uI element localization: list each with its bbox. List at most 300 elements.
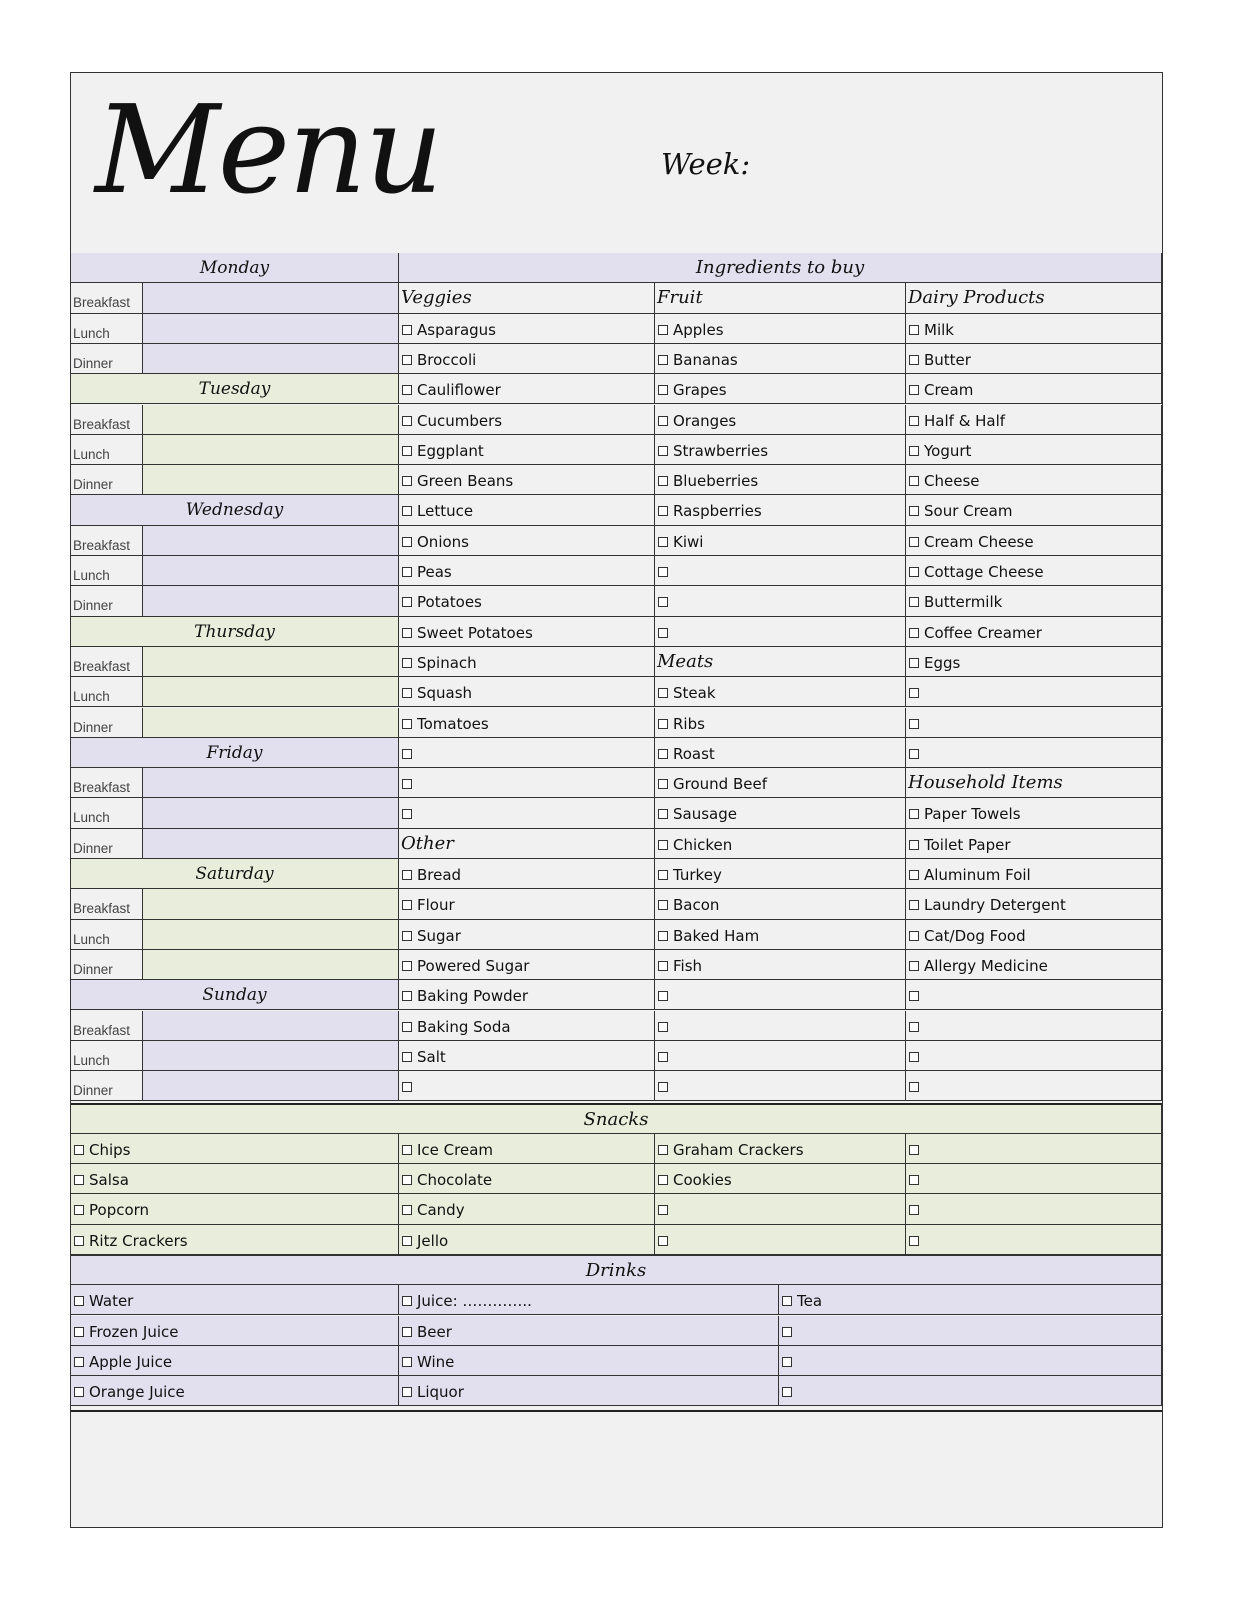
meal-entry-field[interactable]	[143, 405, 399, 435]
checkbox-icon[interactable]	[658, 355, 668, 365]
snack-item[interactable]	[71, 1164, 399, 1194]
meal-label-text: Lunch	[73, 689, 110, 705]
meal-entry-field[interactable]	[143, 586, 399, 616]
checkbox-icon[interactable]	[909, 628, 919, 638]
ingredient-item[interactable]	[906, 647, 1162, 677]
category-name: Veggies	[401, 287, 472, 309]
snack-name: Jello	[417, 1231, 449, 1250]
checkbox-icon[interactable]	[909, 1175, 919, 1185]
ingredient-item[interactable]	[655, 829, 906, 859]
checkbox-icon[interactable]	[909, 809, 919, 819]
meal-label-text: Breakfast	[73, 416, 131, 432]
checkbox-icon[interactable]	[402, 1052, 412, 1062]
checkbox-icon[interactable]	[402, 991, 412, 1001]
checkbox-icon[interactable]	[402, 1236, 412, 1246]
ingredient-item[interactable]	[906, 405, 1162, 435]
checkbox-icon[interactable]	[658, 749, 668, 759]
ingredient-item[interactable]	[399, 980, 655, 1010]
day-name: Friday	[206, 742, 263, 763]
checkbox-icon[interactable]	[909, 446, 919, 456]
checkbox-icon[interactable]	[402, 961, 412, 971]
meal-label	[71, 314, 143, 344]
checkbox-icon[interactable]	[402, 1082, 412, 1092]
drink-name: Orange Juice	[89, 1383, 185, 1402]
checkbox-icon[interactable]	[909, 506, 919, 516]
ingredient-item[interactable]	[655, 677, 906, 707]
checkbox-icon[interactable]	[909, 991, 919, 1001]
meal-entry-field[interactable]	[143, 829, 399, 859]
ingredient-item[interactable]	[906, 374, 1162, 404]
ingredient-item[interactable]	[399, 435, 655, 465]
ingredient-name: Baking Soda	[417, 1017, 511, 1036]
drink-item[interactable]	[71, 1346, 399, 1376]
meal-label	[71, 556, 143, 586]
checkbox-icon[interactable]	[909, 1236, 919, 1246]
ingredient-item[interactable]	[906, 980, 1162, 1010]
ingredient-item[interactable]	[655, 526, 906, 556]
checkbox-icon[interactable]	[402, 1205, 412, 1215]
ingredient-name: Chicken	[673, 835, 733, 854]
checkbox-icon[interactable]	[658, 476, 668, 486]
ingredient-item[interactable]	[906, 465, 1162, 495]
ingredient-item[interactable]	[906, 314, 1162, 344]
drink-item[interactable]	[779, 1376, 1162, 1406]
ingredient-item[interactable]	[906, 708, 1162, 738]
ingredient-item[interactable]	[655, 1041, 906, 1071]
checkbox-icon[interactable]	[402, 779, 412, 789]
checkbox-icon[interactable]	[658, 779, 668, 789]
checkbox-icon[interactable]	[74, 1175, 84, 1185]
checkbox-icon[interactable]	[74, 1145, 84, 1155]
ingredient-name: Squash	[417, 684, 473, 703]
snack-item[interactable]	[906, 1194, 1162, 1224]
meal-label-text: Breakfast	[73, 295, 131, 311]
checkbox-icon[interactable]	[658, 719, 668, 729]
checkbox-icon[interactable]	[402, 506, 412, 516]
day-header	[71, 980, 399, 1010]
ingredient-item[interactable]	[399, 950, 655, 980]
checkbox-icon[interactable]	[658, 1236, 668, 1246]
checkbox-icon[interactable]	[402, 446, 412, 456]
checkbox-icon[interactable]	[658, 537, 668, 547]
checkbox-icon[interactable]	[909, 416, 919, 426]
checkbox-icon[interactable]	[658, 385, 668, 395]
ingredient-category-header	[399, 283, 655, 313]
snack-item[interactable]	[399, 1225, 655, 1255]
ingredient-item[interactable]	[655, 950, 906, 980]
ingredient-name: Half & Half	[924, 411, 1006, 430]
meal-label	[71, 526, 143, 556]
ingredient-name: Asparagus	[417, 320, 496, 339]
meal-entry-field[interactable]	[143, 889, 399, 919]
meal-entry-field[interactable]	[143, 526, 399, 556]
checkbox-icon[interactable]	[909, 1205, 919, 1215]
checkbox-icon[interactable]	[782, 1357, 792, 1367]
checkbox-icon[interactable]	[658, 991, 668, 1001]
ingredient-name: Grapes	[673, 381, 727, 400]
checkbox-icon[interactable]	[909, 749, 919, 759]
ingredient-item[interactable]	[906, 556, 1162, 586]
drink-item[interactable]	[71, 1316, 399, 1346]
meal-entry-field[interactable]	[143, 1041, 399, 1071]
ingredient-item[interactable]	[655, 738, 906, 768]
ingredients-title-text: Ingredients to buy	[695, 257, 865, 278]
ingredient-item[interactable]	[906, 1071, 1162, 1101]
ingredient-name: Potatoes	[417, 593, 482, 612]
checkbox-icon[interactable]	[909, 719, 919, 729]
ingredient-item[interactable]	[399, 405, 655, 435]
checkbox-icon[interactable]	[402, 809, 412, 819]
ingredient-item[interactable]	[399, 617, 655, 647]
ingredient-item[interactable]	[906, 495, 1162, 525]
ingredient-item[interactable]	[906, 617, 1162, 647]
ingredient-item[interactable]	[399, 889, 655, 919]
ingredient-item[interactable]	[399, 314, 655, 344]
ingredient-item[interactable]	[906, 829, 1162, 859]
checkbox-icon[interactable]	[909, 476, 919, 486]
snacks-title	[71, 1103, 1162, 1133]
drink-name: Liquor	[417, 1383, 464, 1402]
meal-entry-field[interactable]	[143, 798, 399, 828]
checkbox-icon[interactable]	[402, 355, 412, 365]
ingredient-item[interactable]	[399, 374, 655, 404]
ingredient-name: Green Beans	[417, 472, 514, 491]
meal-entry-field[interactable]	[143, 950, 399, 980]
ingredient-name: Flour	[417, 896, 455, 915]
checkbox-icon[interactable]	[909, 1145, 919, 1155]
ingredient-item[interactable]	[655, 344, 906, 374]
checkbox-icon[interactable]	[658, 900, 668, 910]
ingredient-item[interactable]	[399, 1041, 655, 1071]
checkbox-icon[interactable]	[402, 658, 412, 668]
meal-label	[71, 1011, 143, 1041]
ingredient-item[interactable]	[655, 1011, 906, 1041]
ingredient-item[interactable]	[399, 738, 655, 768]
checkbox-icon[interactable]	[402, 1387, 412, 1397]
meal-entry-field[interactable]	[143, 465, 399, 495]
meal-entry-field[interactable]	[143, 1071, 399, 1101]
checkbox-icon[interactable]	[909, 537, 919, 547]
checkbox-icon[interactable]	[658, 870, 668, 880]
ingredient-item[interactable]	[906, 677, 1162, 707]
ingredient-item[interactable]	[399, 920, 655, 950]
snack-name: Chocolate	[417, 1171, 493, 1189]
meal-entry-field[interactable]	[143, 435, 399, 465]
checkbox-icon[interactable]	[658, 1082, 668, 1092]
ingredient-item[interactable]	[906, 1041, 1162, 1071]
checkbox-icon[interactable]	[74, 1327, 84, 1337]
checkbox-icon[interactable]	[402, 416, 412, 426]
drinks-title-text: Drinks	[585, 1259, 647, 1281]
checkbox-icon[interactable]	[658, 1175, 668, 1185]
snack-item[interactable]	[655, 1134, 906, 1164]
checkbox-icon[interactable]	[402, 688, 412, 698]
checkbox-icon[interactable]	[658, 567, 668, 577]
meal-entry-field[interactable]	[143, 708, 399, 738]
checkbox-icon[interactable]	[909, 1022, 919, 1032]
ingredient-item[interactable]	[906, 920, 1162, 950]
meal-label	[71, 950, 143, 980]
checkbox-icon[interactable]	[74, 1387, 84, 1397]
ingredient-item[interactable]	[655, 586, 906, 616]
meal-label-text: Dinner	[73, 1083, 113, 1099]
checkbox-icon[interactable]	[909, 567, 919, 577]
meal-label-text: Dinner	[73, 477, 113, 493]
category-name: Household Items	[908, 772, 1063, 794]
checkbox-icon[interactable]	[909, 658, 919, 668]
ingredient-name: Strawberries	[673, 441, 769, 460]
checkbox-icon[interactable]	[658, 1022, 668, 1032]
ingredient-name: Yogurt	[924, 441, 972, 460]
ingredient-item[interactable]	[655, 465, 906, 495]
ingredient-item[interactable]	[655, 374, 906, 404]
ingredient-item[interactable]	[399, 768, 655, 798]
ingredient-name: Baking Powder	[417, 987, 529, 1006]
ingredient-item[interactable]	[655, 405, 906, 435]
ingredient-name: Salt	[417, 1047, 446, 1066]
ingredient-name: Peas	[417, 563, 452, 581]
meal-label-text: Lunch	[73, 931, 110, 947]
snack-item[interactable]	[906, 1134, 1162, 1164]
meal-entry-field[interactable]	[143, 647, 399, 677]
ingredient-name: Roast	[673, 744, 715, 763]
snack-name: Candy	[417, 1201, 465, 1220]
ingredient-item[interactable]	[655, 314, 906, 344]
checkbox-icon[interactable]	[74, 1236, 84, 1246]
snack-item[interactable]	[906, 1164, 1162, 1194]
checkbox-icon[interactable]	[402, 1357, 412, 1367]
checkbox-icon[interactable]	[658, 416, 668, 426]
checkbox-icon[interactable]	[402, 719, 412, 729]
checkbox-icon[interactable]	[909, 900, 919, 910]
checkbox-icon[interactable]	[658, 840, 668, 850]
ingredient-item[interactable]	[655, 556, 906, 586]
drink-item[interactable]	[779, 1316, 1162, 1346]
ingredient-item[interactable]	[655, 980, 906, 1010]
ingredient-name: Buttermilk	[924, 593, 1003, 612]
checkbox-icon[interactable]	[74, 1205, 84, 1215]
meal-entry-field[interactable]	[143, 344, 399, 374]
meal-entry-field[interactable]	[143, 556, 399, 586]
checkbox-icon[interactable]	[658, 325, 668, 335]
checkbox-icon[interactable]	[402, 1022, 412, 1032]
category-name: Fruit	[657, 287, 703, 309]
checkbox-icon[interactable]	[909, 961, 919, 971]
checkbox-icon[interactable]	[782, 1296, 792, 1306]
checkbox-icon[interactable]	[909, 597, 919, 607]
checkbox-icon[interactable]	[402, 537, 412, 547]
ingredient-item[interactable]	[906, 586, 1162, 616]
snack-name: Cookies	[673, 1171, 732, 1189]
meal-label	[71, 586, 143, 616]
ingredient-item[interactable]	[399, 708, 655, 738]
ingredient-item[interactable]	[399, 495, 655, 525]
ingredient-item[interactable]	[399, 859, 655, 889]
checkbox-icon[interactable]	[909, 325, 919, 335]
meal-label	[71, 889, 143, 919]
checkbox-icon[interactable]	[402, 870, 412, 880]
ingredient-item[interactable]	[399, 1071, 655, 1101]
checkbox-icon[interactable]	[402, 1327, 412, 1337]
ingredient-item[interactable]	[655, 708, 906, 738]
meal-label	[71, 1041, 143, 1071]
checkbox-icon[interactable]	[909, 931, 919, 941]
ingredient-item[interactable]	[399, 798, 655, 828]
checkbox-icon[interactable]	[782, 1327, 792, 1337]
ingredient-item[interactable]	[655, 920, 906, 950]
snack-item[interactable]	[399, 1194, 655, 1224]
notes-area	[71, 1410, 1162, 1527]
day-name: Sunday	[202, 985, 267, 1006]
drink-item[interactable]	[71, 1376, 399, 1406]
menu-sheet	[70, 72, 1163, 1528]
ingredient-name: Powered Sugar	[417, 956, 530, 975]
day-name: Tuesday	[198, 379, 271, 400]
ingredient-name: Broccoli	[417, 350, 477, 369]
checkbox-icon[interactable]	[909, 870, 919, 880]
ingredient-name: Bananas	[673, 350, 738, 369]
ingredient-name: Lettuce	[417, 502, 474, 521]
checkbox-icon[interactable]	[909, 1052, 919, 1062]
checkbox-icon[interactable]	[658, 931, 668, 941]
checkbox-icon[interactable]	[402, 325, 412, 335]
snack-item[interactable]	[399, 1164, 655, 1194]
ingredient-item[interactable]	[906, 798, 1162, 828]
ingredient-item[interactable]	[655, 1071, 906, 1101]
snack-item[interactable]	[71, 1225, 399, 1255]
checkbox-icon[interactable]	[74, 1296, 84, 1306]
meal-label	[71, 798, 143, 828]
ingredient-item[interactable]	[655, 768, 906, 798]
checkbox-icon[interactable]	[658, 809, 668, 819]
ingredient-name: Cauliflower	[417, 381, 501, 400]
day-header	[71, 374, 399, 404]
snack-item[interactable]	[655, 1164, 906, 1194]
ingredient-item[interactable]	[399, 344, 655, 374]
snack-item[interactable]	[399, 1134, 655, 1164]
ingredient-name: Allergy Medicine	[924, 956, 1048, 975]
ingredient-item[interactable]	[906, 526, 1162, 556]
checkbox-icon[interactable]	[402, 749, 412, 759]
ingredient-item[interactable]	[906, 344, 1162, 374]
ingredient-item[interactable]	[655, 435, 906, 465]
checkbox-icon[interactable]	[402, 628, 412, 638]
ingredient-name: Cream Cheese	[924, 532, 1034, 551]
ingredient-name: Baked Ham	[673, 926, 760, 945]
checkbox-icon[interactable]	[909, 385, 919, 395]
ingredient-name: Bread	[417, 866, 462, 884]
checkbox-icon[interactable]	[782, 1387, 792, 1397]
ingredient-item[interactable]	[906, 1011, 1162, 1041]
drink-item[interactable]	[779, 1285, 1162, 1315]
ingredient-item[interactable]	[655, 889, 906, 919]
drink-item[interactable]	[779, 1346, 1162, 1376]
drink-item[interactable]	[399, 1316, 779, 1346]
ingredient-item[interactable]	[906, 435, 1162, 465]
ingredient-item[interactable]	[906, 738, 1162, 768]
meal-label-text: Dinner	[73, 719, 113, 735]
checkbox-icon[interactable]	[402, 1175, 412, 1185]
checkbox-icon[interactable]	[909, 1082, 919, 1092]
checkbox-icon[interactable]	[658, 1145, 668, 1155]
day-name: Wednesday	[185, 500, 284, 521]
ingredient-item[interactable]	[655, 859, 906, 889]
ingredient-item[interactable]	[399, 556, 655, 586]
meal-label	[71, 829, 143, 859]
ingredient-item[interactable]	[399, 1011, 655, 1041]
checkbox-icon[interactable]	[402, 385, 412, 395]
drink-item[interactable]	[399, 1285, 779, 1315]
checkbox-icon[interactable]	[658, 688, 668, 698]
checkbox-icon[interactable]	[402, 900, 412, 910]
checkbox-icon[interactable]	[74, 1357, 84, 1367]
meal-entry-field[interactable]	[143, 768, 399, 798]
category-name: Other	[401, 832, 454, 854]
snack-item[interactable]	[655, 1225, 906, 1255]
ingredient-item[interactable]	[399, 586, 655, 616]
ingredient-item[interactable]	[906, 889, 1162, 919]
checkbox-icon[interactable]	[658, 628, 668, 638]
checkbox-icon[interactable]	[658, 446, 668, 456]
drink-item[interactable]	[399, 1376, 779, 1406]
ingredient-item[interactable]	[655, 617, 906, 647]
meal-entry-field[interactable]	[143, 314, 399, 344]
meal-label	[71, 465, 143, 495]
snack-item[interactable]	[906, 1225, 1162, 1255]
meal-entry-field[interactable]	[143, 283, 399, 313]
snack-item[interactable]	[71, 1194, 399, 1224]
ingredient-item[interactable]	[906, 950, 1162, 980]
ingredient-item[interactable]	[399, 677, 655, 707]
snack-item[interactable]	[655, 1194, 906, 1224]
checkbox-icon[interactable]	[658, 1052, 668, 1062]
ingredient-name: Blueberries	[673, 472, 759, 491]
checkbox-icon[interactable]	[402, 476, 412, 486]
ingredient-item[interactable]	[399, 526, 655, 556]
drink-item[interactable]	[71, 1285, 399, 1315]
checkbox-icon[interactable]	[402, 931, 412, 941]
checkbox-icon[interactable]	[402, 597, 412, 607]
checkbox-icon[interactable]	[909, 688, 919, 698]
drink-name: Tea	[797, 1292, 823, 1311]
checkbox-icon[interactable]	[909, 840, 919, 850]
ingredient-name: Bacon	[673, 896, 720, 915]
ingredient-item[interactable]	[655, 495, 906, 525]
meal-entry-field[interactable]	[143, 1011, 399, 1041]
checkbox-icon[interactable]	[402, 567, 412, 577]
ingredient-item[interactable]	[906, 859, 1162, 889]
checkbox-icon[interactable]	[658, 1205, 668, 1215]
checkbox-icon[interactable]	[402, 1296, 412, 1306]
meal-label	[71, 405, 143, 435]
ingredient-item[interactable]	[655, 798, 906, 828]
week-label: Week:	[661, 147, 751, 181]
snack-item[interactable]	[71, 1134, 399, 1164]
checkbox-icon[interactable]	[658, 597, 668, 607]
checkbox-icon[interactable]	[402, 1145, 412, 1155]
day-name: Monday	[199, 258, 270, 278]
meal-entry-field[interactable]	[143, 677, 399, 707]
checkbox-icon[interactable]	[658, 506, 668, 516]
meal-entry-field[interactable]	[143, 920, 399, 950]
drink-item[interactable]	[399, 1346, 779, 1376]
ingredient-category-header	[906, 768, 1162, 798]
checkbox-icon[interactable]	[658, 961, 668, 971]
ingredient-item[interactable]	[399, 647, 655, 677]
checkbox-icon[interactable]	[909, 355, 919, 365]
drink-name: Water	[89, 1292, 134, 1311]
ingredient-item[interactable]	[399, 465, 655, 495]
